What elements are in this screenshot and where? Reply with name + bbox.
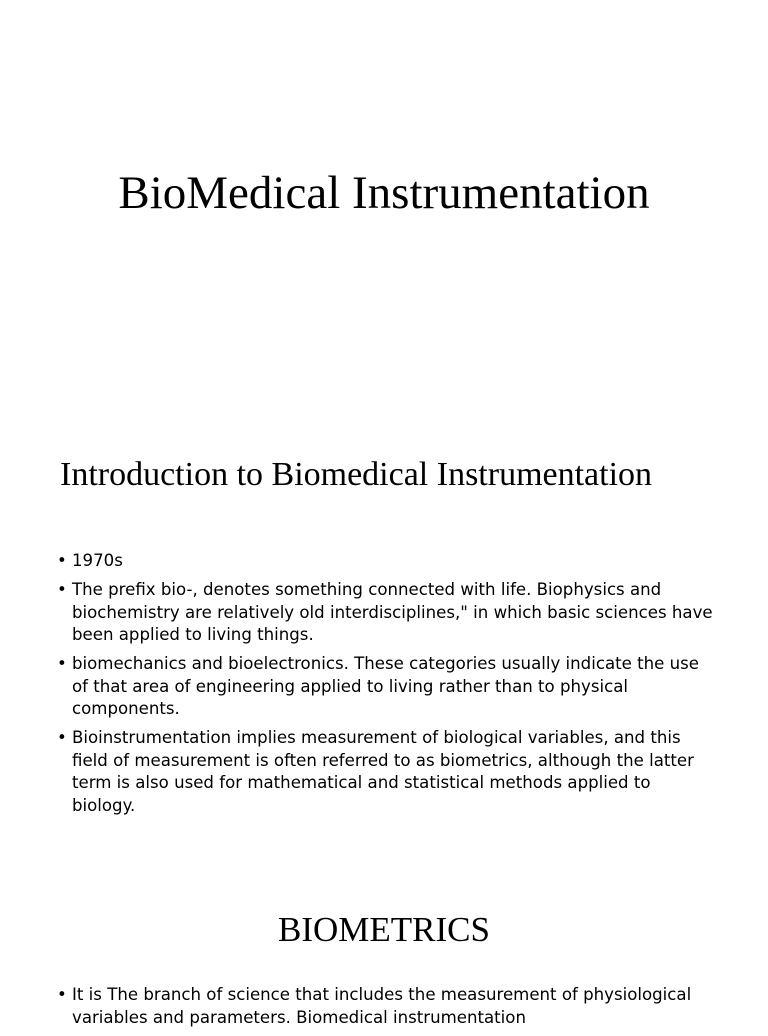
slide-title-biometrics: BIOMETRICS <box>278 910 490 949</box>
bullet-item: • It is The branch of science that includes the measurement of physiological variables and parameters. Biomedical instrumentation <box>56 984 716 1029</box>
bullet-item: • 1970s <box>56 550 716 573</box>
bullet-item: • Bioinstrumentation implies measurement of biological variables, and this field of measurement is often referred to as biometrics, although the latter term is also used for mathematical and statistical methods applied to biology. <box>56 727 716 817</box>
bullet-item: • biomechanics and bioelectronics. These categories usually indicate the use of that area of engineering applied to living rather than to physical components. <box>56 653 716 721</box>
slide-title-biomedical-instrumentation: BioMedical Instrumentation <box>118 167 650 219</box>
bullet-item: • The prefix bio-, denotes something connected with life. Biophysics and biochemistry are relatively old interdisciplines," in which basic sciences have been applied to living things. <box>56 579 716 647</box>
introduction-bullet-list <box>56 550 716 824</box>
biometrics-bullet-list <box>56 984 716 1036</box>
slide-title-introduction: Introduction to Biomedical Instrumentation <box>60 456 653 493</box>
